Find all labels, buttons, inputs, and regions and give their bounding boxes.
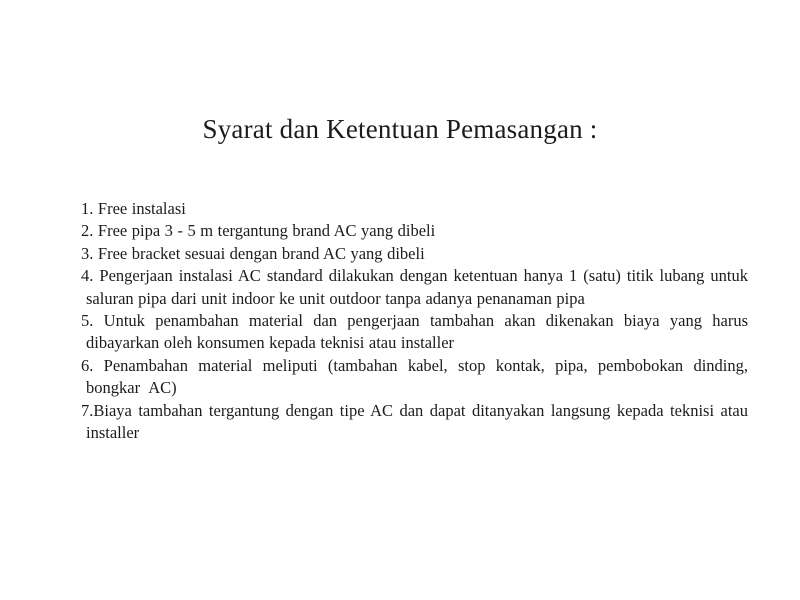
term-item-5	[81, 310, 749, 355]
term-item-1	[81, 198, 748, 220]
item-text: Untuk penambahan material dan pengerjaan tambahan akan dikenakan biaya yang harus dibayarkan oleh konsumen kepada teknisi atau installer	[86, 311, 749, 353]
item-text: Biaya tambahan tergantung dengan tipe AC dan dapat ditanyakan langsung kepada teknisi atau installer	[86, 400, 748, 443]
item-number: 5.	[81, 311, 104, 331]
item-text: Pengerjaan instalasi AC standard dilakukan dengan ketentuan hanya 1 (satu) titik lubang untuk saluran pipa dari unit indoor ke unit outdoor tanpa adanya penanaman pipa	[86, 266, 748, 308]
term-item-6	[81, 355, 748, 400]
terms-list	[81, 198, 749, 444]
item-text: Penambahan material meliputi (tambahan kabel, stop kontak, pipa, pembobokan dinding, bongkar AC)	[86, 355, 748, 398]
term-item-2	[81, 220, 748, 242]
item-number: 2.	[81, 221, 98, 241]
item-number: 4.	[81, 266, 100, 286]
item-number: 6.	[81, 355, 104, 375]
term-item-3	[81, 243, 748, 265]
item-text: Free instalasi	[97, 199, 186, 218]
item-text: Free bracket sesuai dengan brand AC yang dibeli	[97, 243, 425, 263]
item-number: 1.	[81, 199, 98, 218]
page-title: Syarat dan Ketentuan Pemasangan :	[202, 114, 598, 144]
term-item-7	[81, 400, 748, 445]
item-number: 3.	[81, 243, 98, 263]
item-text: Free pipa 3 - 5 m tergantung brand AC yang dibeli	[97, 221, 436, 241]
term-item-4	[81, 265, 748, 310]
item-number: 7.	[81, 400, 94, 420]
